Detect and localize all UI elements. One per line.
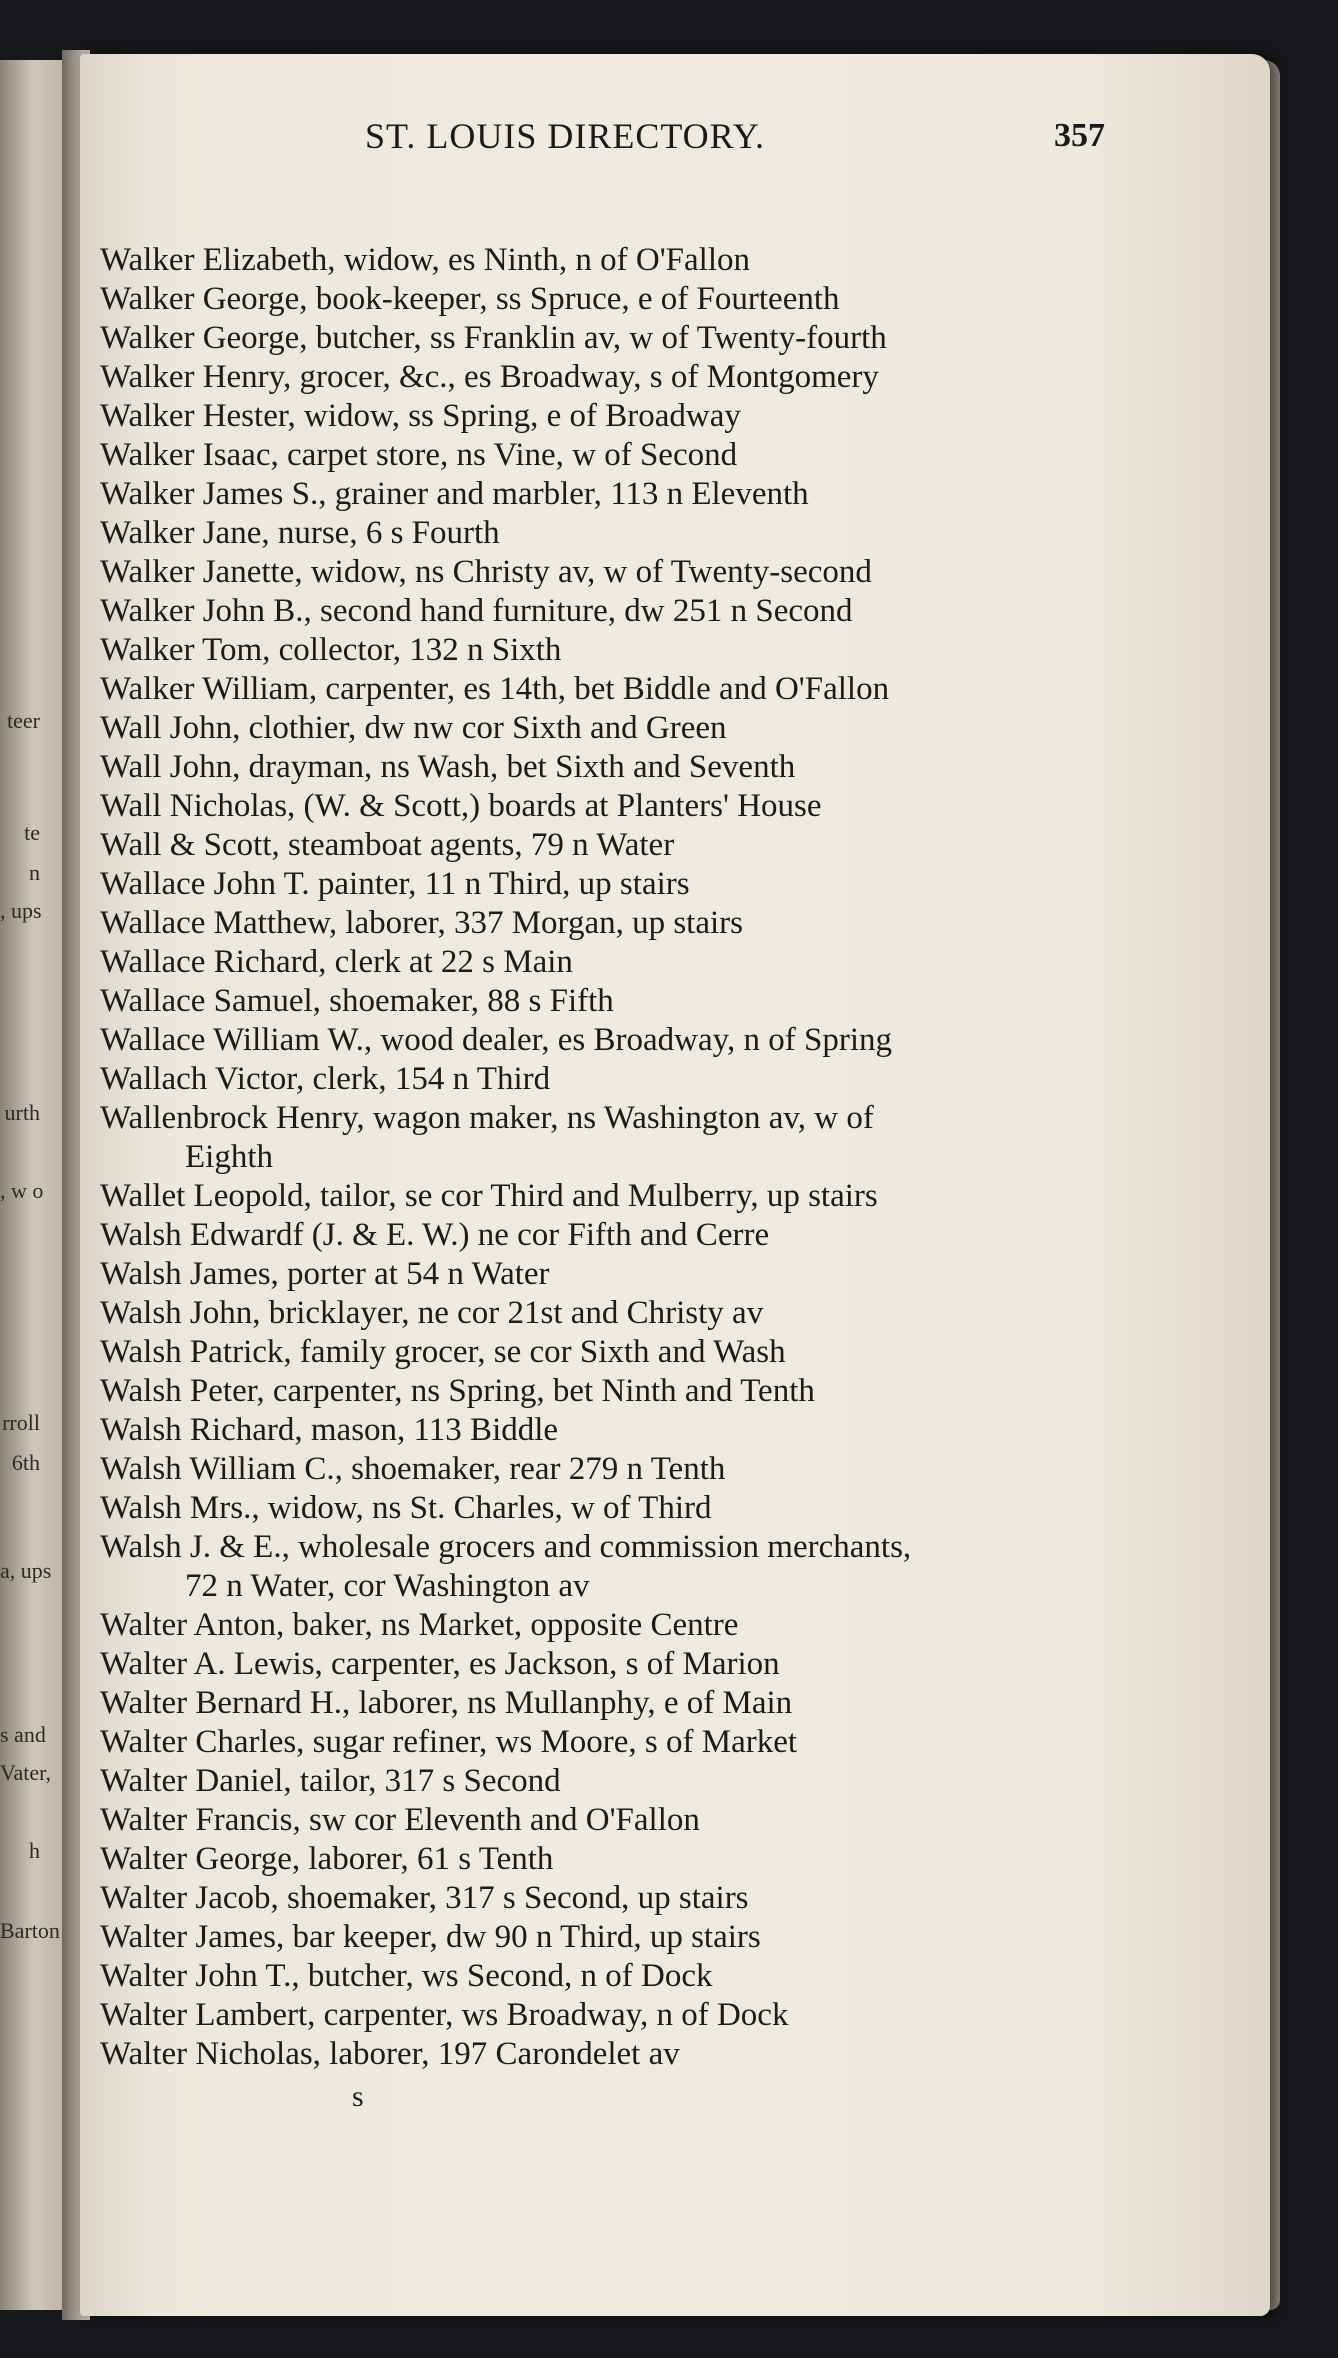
facing-page-fragment: , ups [0, 898, 42, 923]
facing-page-fragment: Vater, [0, 1760, 52, 1785]
directory-entry: Wall Nicholas, (W. & Scott,) boards at Planters' House [100, 788, 822, 824]
directory-entry: Wallace William W., wood dealer, es Broadway, n of Spring [100, 1022, 892, 1058]
directory-entry: Walter Francis, sw cor Eleventh and O'Fallon [100, 1802, 700, 1838]
directory-entry: Wallenbrock Henry, wagon maker, ns Washington av, w of [100, 1100, 874, 1136]
directory-entry: Walker George, book-keeper, ss Spruce, e of Fourteenth [100, 281, 840, 317]
directory-entry: Wallach Victor, clerk, 154 n Third [100, 1061, 551, 1097]
facing-page-fragment: te [24, 820, 40, 845]
directory-entry-continuation: 72 n Water, cor Washington av [185, 1568, 590, 1604]
directory-entry: Walsh J. & E., wholesale grocers and commission merchants, [100, 1529, 912, 1565]
directory-entry: Walter Nicholas, laborer, 197 Carondelet av [100, 2036, 680, 2072]
directory-entry: Walker James S., grainer and marbler, 113 n Eleventh [100, 476, 809, 512]
directory-entry: Wallace Matthew, laborer, 337 Morgan, up stairs [100, 905, 744, 941]
directory-entry: Walter Charles, sugar refiner, ws Moore, s of Market [100, 1724, 798, 1760]
directory-entry: Walker Jane, nurse, 6 s Fourth [100, 515, 500, 551]
directory-entry: Walker George, butcher, ss Franklin av, w of Twenty-fourth [100, 320, 887, 356]
facing-page-fragment: , w o [0, 1178, 44, 1203]
directory-entry: Walsh Mrs., widow, ns St. Charles, w of Third [100, 1490, 712, 1526]
directory-entry: Walker Hester, widow, ss Spring, e of Broadway [100, 398, 741, 434]
directory-entry: Walter Anton, baker, ns Market, opposite Centre [100, 1607, 739, 1643]
directory-entry: Walter John T., butcher, ws Second, n of Dock [100, 1958, 713, 1994]
facing-page-fragment: s and [0, 1722, 46, 1747]
facing-page-fragment: urth [4, 1100, 40, 1125]
facing-page [0, 60, 62, 2310]
directory-entry: Wallet Leopold, tailor, se cor Third and Mulberry, up stairs [100, 1178, 878, 1214]
directory-entry: Wall John, clothier, dw nw cor Sixth and Green [100, 710, 727, 746]
directory-entry: Wallace Richard, clerk at 22 s Main [100, 944, 573, 980]
directory-entry: Walter George, laborer, 61 s Tenth [100, 1841, 554, 1877]
facing-page-fragment: a, ups [0, 1558, 52, 1583]
directory-entry: Walker Isaac, carpet store, ns Vine, w of Second [100, 437, 738, 473]
facing-page-fragment: rroll [2, 1410, 40, 1435]
directory-entry: Walker Elizabeth, widow, es Ninth, n of O'Fallon [100, 242, 751, 278]
facing-page-fragment: n [29, 860, 40, 885]
directory-entry: Walter Jacob, shoemaker, 317 s Second, up stairs [100, 1880, 749, 1916]
signature-mark: s [352, 2080, 364, 2113]
directory-entry: Walsh Edwardf (J. & E. W.) ne cor Fifth and Cerre [100, 1217, 770, 1253]
directory-entry: Walsh Peter, carpenter, ns Spring, bet Ninth and Tenth [100, 1373, 815, 1409]
directory-entry: Walker Tom, collector, 132 n Sixth [100, 632, 562, 668]
directory-entry: Walker William, carpenter, es 14th, bet Biddle and O'Fallon [100, 671, 890, 707]
directory-entry: Walter James, bar keeper, dw 90 n Third, up stairs [100, 1919, 761, 1955]
directory-entry-continuation: Eighth [185, 1139, 273, 1175]
directory-entry: Walker Henry, grocer, &c., es Broadway, s of Montgomery [100, 359, 879, 395]
directory-entries [100, 241, 1160, 2074]
directory-entry: Wall & Scott, steamboat agents, 79 n Water [100, 827, 675, 863]
directory-entry: Walker Janette, widow, ns Christy av, w of Twenty-second [100, 554, 872, 590]
facing-page-fragment: teer [7, 708, 40, 733]
facing-page-fragment: h [29, 1838, 40, 1863]
directory-entry: Walsh Patrick, family grocer, se cor Sixth and Wash [100, 1334, 786, 1370]
page-number: 357 [1054, 117, 1105, 154]
directory-entry: Walsh Richard, mason, 113 Biddle [100, 1412, 559, 1448]
directory-entry: Wall John, drayman, ns Wash, bet Sixth and Seventh [100, 749, 796, 785]
directory-entry: Wallace John T. painter, 11 n Third, up stairs [100, 866, 690, 902]
facing-page-fragment: Barton [0, 1918, 60, 1943]
directory-entry: Walter A. Lewis, carpenter, es Jackson, s of Marion [100, 1646, 780, 1682]
directory-entry: Wallace Samuel, shoemaker, 88 s Fifth [100, 983, 614, 1019]
directory-entry: Walter Daniel, tailor, 317 s Second [100, 1763, 561, 1799]
directory-entry: Walter Bernard H., laborer, ns Mullanphy, e of Main [100, 1685, 793, 1721]
running-head: ST. LOUIS DIRECTORY. [365, 116, 766, 156]
facing-page-fragment: 6th [11, 1450, 40, 1475]
directory-entry: Walsh William C., shoemaker, rear 279 n Tenth [100, 1451, 726, 1487]
directory-entry: Walsh John, bricklayer, ne cor 21st and Christy av [100, 1295, 764, 1331]
directory-entry: Walter Lambert, carpenter, ws Broadway, n of Dock [100, 1997, 789, 2033]
page-header [365, 115, 1105, 175]
directory-entry: Walsh James, porter at 54 n Water [100, 1256, 550, 1292]
directory-entry: Walker John B., second hand furniture, dw 251 n Second [100, 593, 853, 629]
